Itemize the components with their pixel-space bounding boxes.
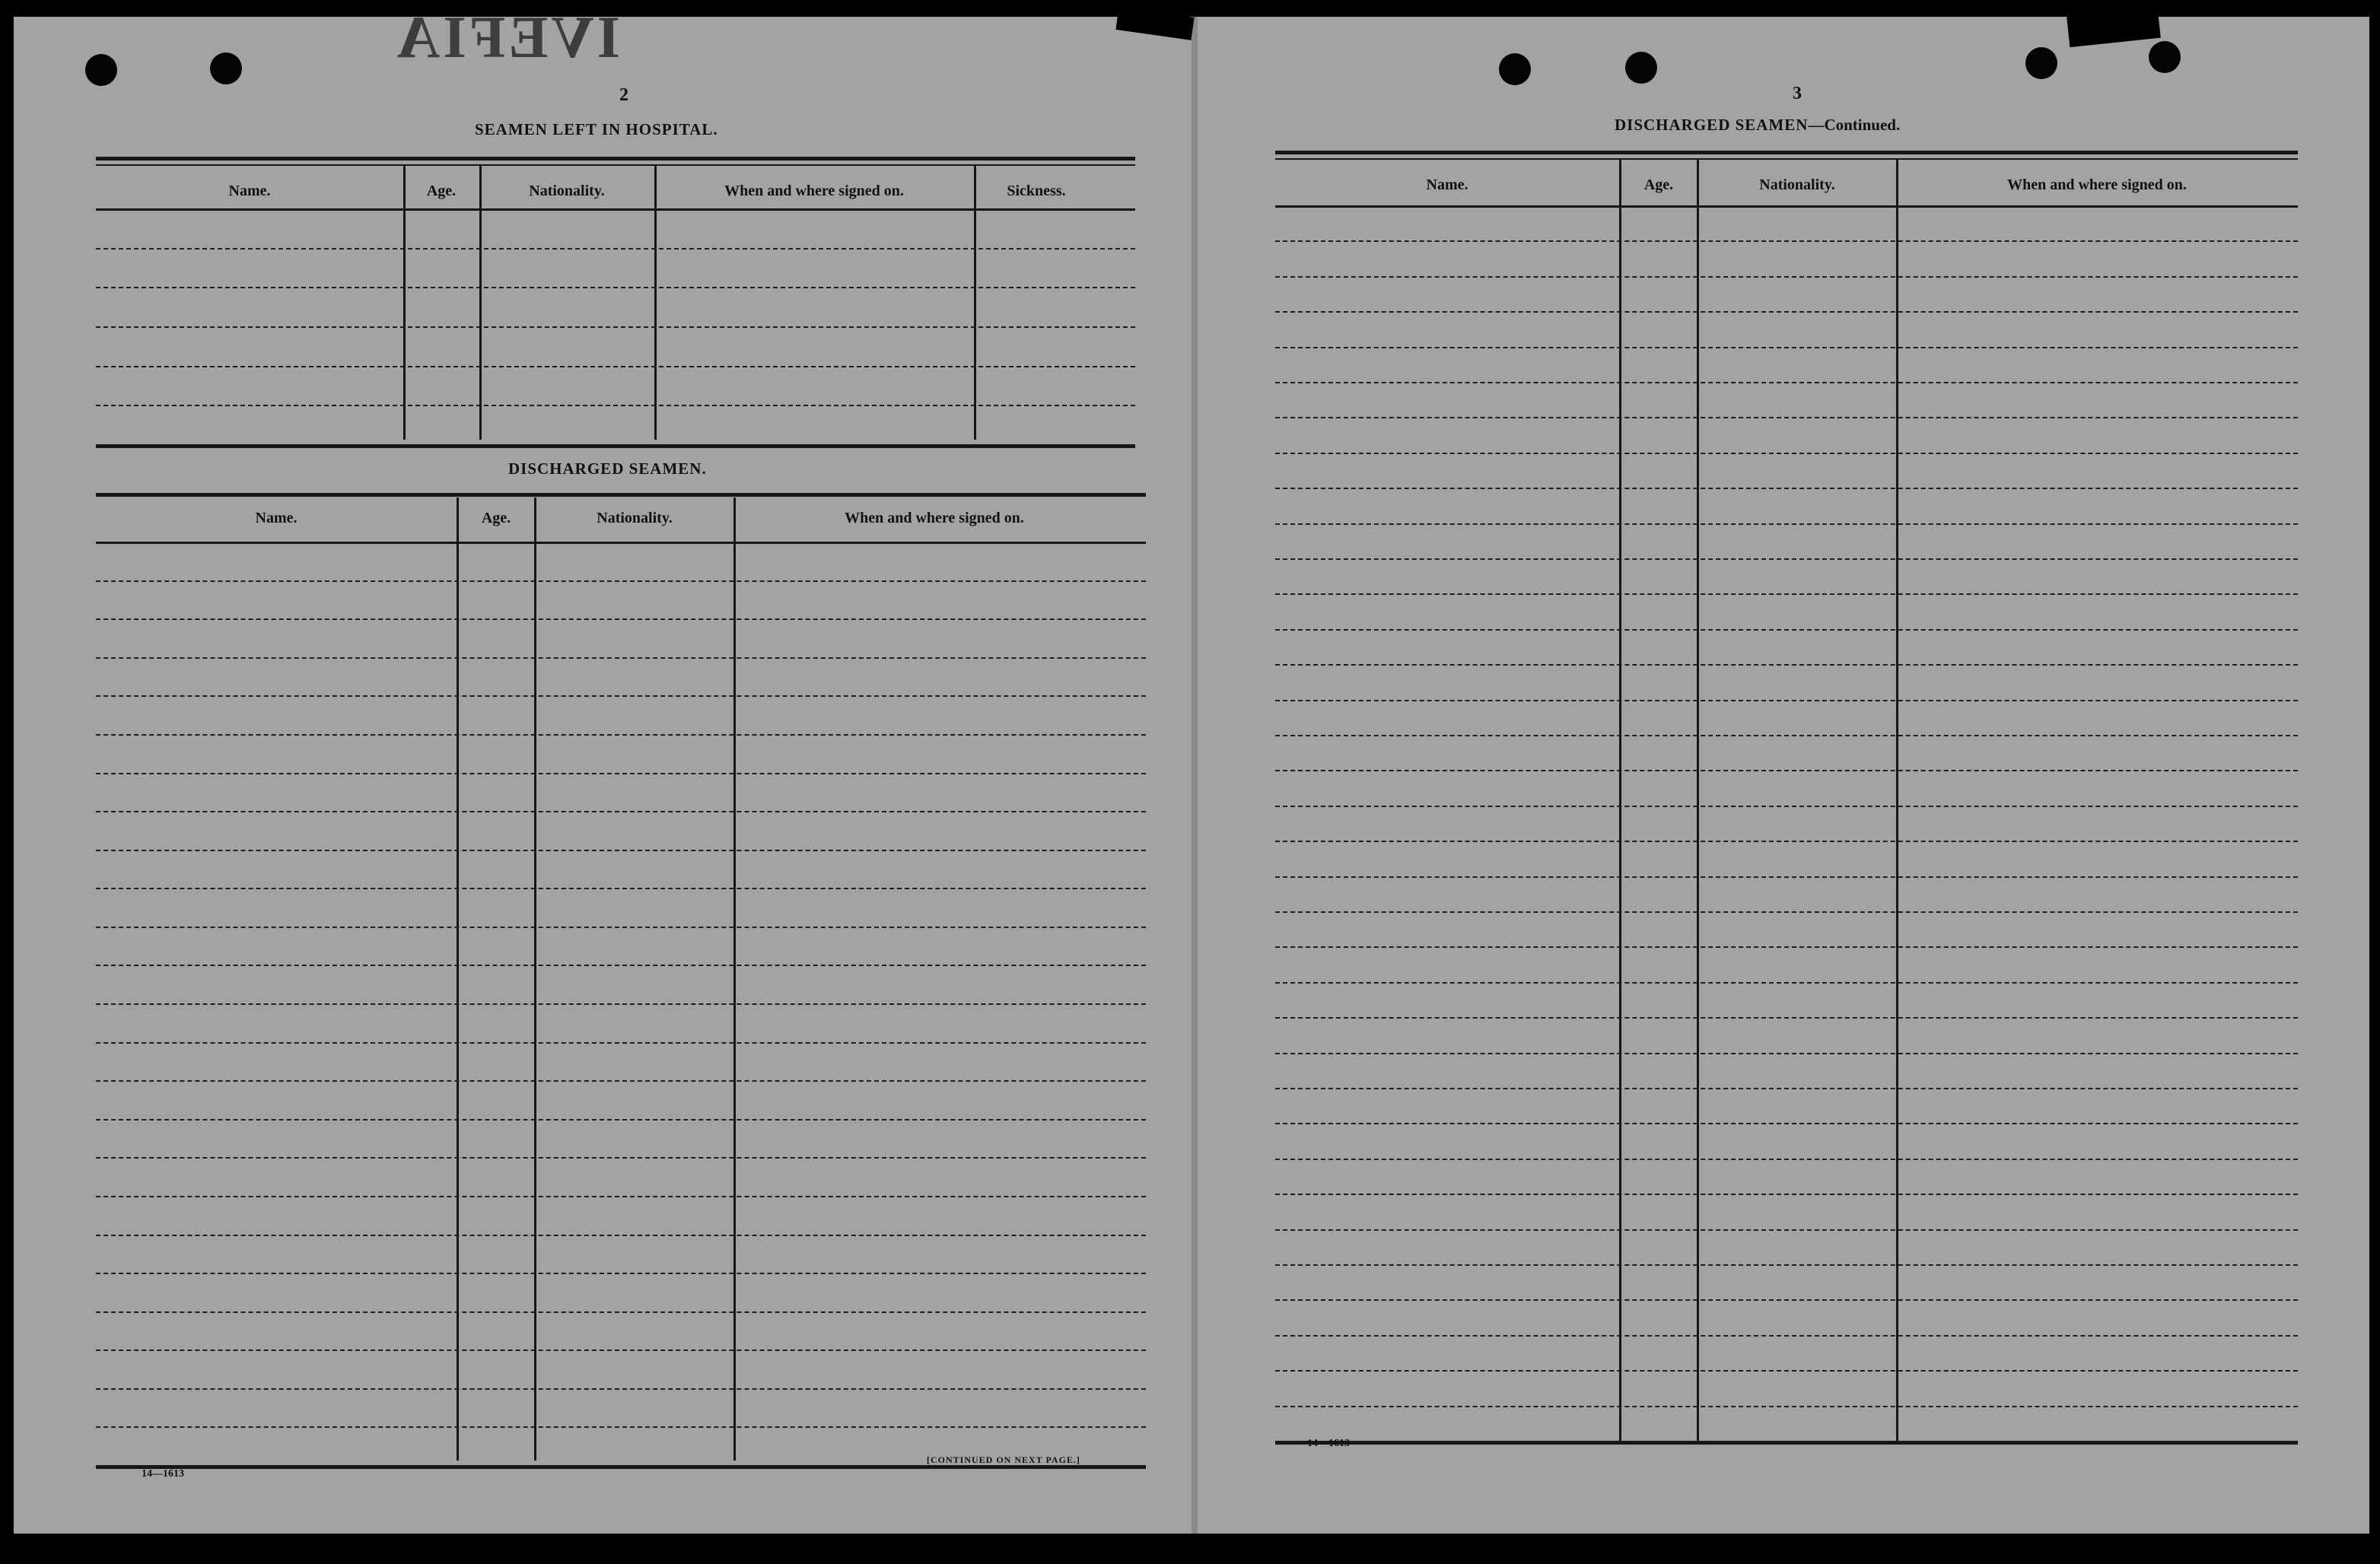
table-row	[1275, 240, 2298, 242]
table-row	[1275, 946, 2298, 948]
table-row	[1275, 417, 2298, 418]
table-row	[96, 618, 1146, 620]
table-row	[96, 1196, 1146, 1197]
table-row	[1275, 770, 2298, 771]
table-row	[1275, 806, 2298, 807]
table-row	[1275, 1123, 2298, 1124]
table-row	[96, 1349, 1146, 1351]
table-row	[1275, 311, 2298, 313]
punch-hole	[2025, 47, 2057, 79]
table-row	[96, 1003, 1146, 1005]
table-row	[1275, 1229, 2298, 1231]
table-row	[1275, 1017, 2298, 1019]
table-row	[96, 773, 1146, 774]
col-header-when-where: When and where signed on.	[845, 510, 1024, 526]
table-row	[1275, 276, 2298, 278]
table-row	[1275, 735, 2298, 736]
table-row	[1275, 911, 2298, 913]
section-title-suffix: —Continued.	[1808, 116, 1901, 134]
table-row	[1275, 523, 2298, 525]
col-header-age: Age.	[426, 183, 457, 199]
table-row	[1275, 664, 2298, 666]
table-row	[96, 1388, 1146, 1390]
col-header-age: Age.	[1643, 176, 1674, 193]
table-row	[96, 326, 1135, 328]
table-row	[1275, 1370, 2298, 1372]
punch-hole	[210, 52, 242, 84]
continued-note: [CONTINUED ON NEXT PAGE.]	[927, 1454, 1080, 1465]
table-row	[1275, 841, 2298, 842]
table-row	[96, 965, 1146, 966]
page-number-left: 2	[619, 85, 628, 105]
table-row	[96, 927, 1146, 928]
table-row	[1275, 700, 2298, 701]
table-row	[1275, 1335, 2298, 1337]
section-title-discharged-continued	[1615, 116, 1900, 135]
col-header-nationality: Nationality.	[529, 183, 605, 199]
bleed-through-stamp: IVEFIA	[394, 4, 621, 70]
document-sheet	[14, 4, 2369, 1534]
table-row	[96, 248, 1135, 250]
table-row	[1275, 1159, 2298, 1160]
torn-edge	[1115, 7, 1194, 40]
punch-hole	[1499, 53, 1531, 85]
table-row	[96, 1273, 1146, 1274]
table-row	[1275, 982, 2298, 984]
col-header-age: Age.	[481, 510, 511, 526]
table-row	[96, 850, 1146, 851]
table-row	[96, 580, 1146, 582]
punch-hole	[2149, 41, 2181, 73]
table-row	[1275, 1194, 2298, 1195]
table-row	[1275, 1053, 2298, 1054]
punch-hole	[1625, 52, 1657, 84]
table-row	[1275, 488, 2298, 489]
table-row	[96, 1426, 1146, 1428]
table-row	[96, 405, 1135, 406]
col-header-nationality: Nationality.	[597, 510, 673, 526]
section-title-discharged: DISCHARGED SEAMEN.	[508, 459, 707, 478]
col-header-name: Name.	[228, 183, 271, 199]
table-row	[96, 1235, 1146, 1236]
col-header-sickness: Sickness.	[1007, 183, 1066, 199]
section-title-hospital: SEAMEN LEFT IN HOSPITAL.	[475, 120, 718, 138]
section-title-text: DISCHARGED SEAMEN	[1615, 116, 1809, 134]
table-row	[96, 1042, 1146, 1044]
table-row	[96, 811, 1146, 812]
table-row	[1275, 347, 2298, 348]
table-row	[1275, 1299, 2298, 1301]
table-row	[96, 366, 1135, 367]
table-row	[96, 695, 1146, 697]
punch-hole	[85, 54, 117, 86]
col-header-name: Name.	[1426, 176, 1468, 193]
table-row	[96, 1311, 1146, 1313]
col-header-nationality: Nationality.	[1759, 176, 1835, 193]
table-row	[96, 657, 1146, 659]
table-row	[96, 888, 1146, 889]
center-fold	[1192, 17, 1198, 1534]
table-row	[1275, 593, 2298, 595]
col-header-when-where: When and where signed on.	[2007, 176, 2187, 193]
table-row	[1275, 382, 2298, 383]
table-row	[1275, 453, 2298, 454]
form-number-right: 14—1613	[1307, 1438, 1350, 1449]
table-row	[1275, 1088, 2298, 1089]
col-header-when-where: When and where signed on.	[724, 183, 904, 199]
table-row	[1275, 558, 2298, 560]
table-row	[96, 1080, 1146, 1082]
col-header-name: Name.	[255, 510, 298, 526]
table-row	[1275, 1406, 2298, 1407]
torn-edge	[2067, 8, 2161, 47]
table-row	[96, 734, 1146, 736]
table-row	[1275, 629, 2298, 631]
table-row	[1275, 1264, 2298, 1266]
table-row	[96, 1157, 1146, 1159]
table-row	[96, 1119, 1146, 1121]
page-number-right: 3	[1793, 84, 1802, 103]
table-row	[1275, 876, 2298, 878]
table-row	[96, 287, 1135, 288]
form-number-left: 14—1613	[142, 1468, 184, 1480]
